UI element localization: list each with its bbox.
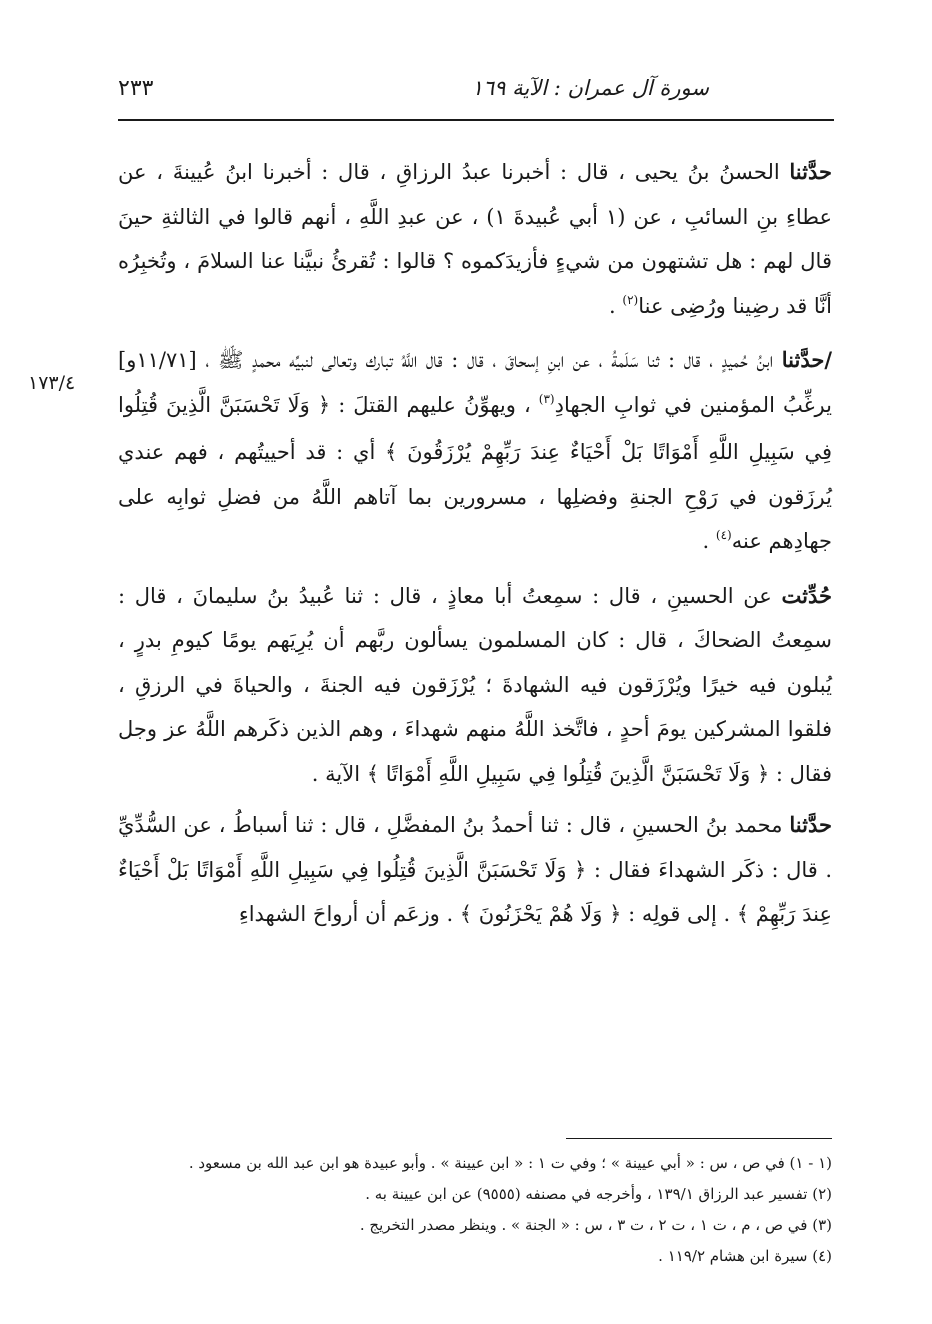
main-text	[118, 150, 832, 937]
paragraph	[118, 150, 832, 331]
footnote-ref: (٣)	[538, 391, 555, 406]
paragraph-tail: ، ويهوِّنُ عليهم القتلَ : ﴿ وَلَا تَحْسَبَنَّ الَّذِينَ قُتِلُوا فِي سَبِيلِ اللَّهِ أَمْوَاتًا بَلْ أَحْيَاءٌ عِندَ رَبِّهِمْ يُرْزَقُونَ ﴾ أي : قد أحييتُهم ، فهم عندي يُرزَقون في رَوْحِ الجنةِ وفضلِها ، مسرورين بما آتاهم اللَّهُ من فضلِ ثوابِه على جهادِهم عنه	[118, 392, 832, 553]
page-number: ٢٣٣	[118, 75, 154, 101]
running-title: سورة آل عمران : الآية ١٦٩	[471, 76, 709, 100]
paragraph	[118, 574, 832, 797]
header-rule	[118, 119, 834, 121]
paragraph-lead: حُدِّثت	[781, 582, 832, 608]
paragraph-lead: حدَّثنا	[789, 812, 832, 837]
paragraph-lead: /حدَّثنا	[781, 347, 832, 372]
paragraph-text: عن الحسينِ ، قال : سمِعتُ أبا معاذٍ ، قال : ثنا عُبيدُ بنُ سليمانَ ، قال : سمِعتُ الضحاكَ ، قال : كان المسلمون يسألون ربَّهم أن يُرِيَهم يومًا كيومِ بدرٍ ، يُبلون فيه خيرًا ويُرْزَقون فيه الشهادةَ ؛ يُرْزَقون فيه الجنةَ ، والحياةَ في الرزقِ ، فلقوا المشركين يومَ أحدٍ ، فاتَّخذ اللَّهُ منهم شهداءَ ، وهم الذين ذكَرهم اللَّهُ عز وجل فقال : ﴿ وَلَا تَحْسَبَنَّ الَّذِينَ قُتِلُوا فِي سَبِيلِ اللَّهِ أَمْوَاتًا ﴾ الآية .	[118, 583, 832, 786]
footnote-ref: (٤)	[715, 528, 732, 542]
running-header	[118, 70, 834, 106]
paragraph-text: الحسنُ بنُ يحيى ، قال : أخبرنا عبدُ الرزاقِ ، قال : أخبرنا ابنُ عُيينةَ ، عن عطاءِ بنِ السائبِ ، عن (١ أبي عُبيدةَ ١) ، عن عبدِ اللَّهِ ، أنهم قالوا في الثالثةِ حينَ قال لهم : هل تشتهون من شيءٍ فأزيدَكموه ؟ قالوا : تُقرئُ نبيَّنا عنا السلامَ ، وتُخبِرُه أنَّا قد رضِينا ورُضِى عنا	[118, 160, 832, 318]
footnote-rule	[566, 1138, 832, 1139]
paragraph-lead: حدَّثنا	[789, 159, 832, 184]
footnote: (١ - ١) في ص ، س : « أبي عيينة » ؛ وفي ت ١ : « ابن عيينة » . وأبو عبيدة هو ابن عبد الله بن مسعود .	[188, 1154, 832, 1172]
paragraph-tail: .	[702, 529, 716, 553]
footnote: (٤) سيرة ابن هشام ١١٩/٢ .	[658, 1247, 832, 1265]
footnotes	[118, 1148, 832, 1272]
footnote: (٣) في ص ، م ، ت ١ ، ت ٢ ، ت ٣ ، س : « الجنة » . وينظر مصدر التخريج .	[359, 1216, 832, 1234]
margin-reference: ١٧٣/٤	[28, 372, 76, 394]
paragraph	[118, 338, 832, 567]
footnote: (٢) تفسير عبد الرزاق ١٣٩/١ ، وأخرجه في مصنفه (٩٥٥٥) عن ابن عيينة به .	[365, 1185, 832, 1203]
paragraph	[118, 803, 832, 937]
paragraph-tail: .	[609, 293, 623, 318]
paragraph-text: محمد بنُ الحسينِ ، قال : ثنا أحمدُ بنُ المفضَّلِ ، قال : ثنا أسباطُ ، عن السُّدِّيِّ . قال : ذكَر الشهداءَ فقال : ﴿ وَلَا تَحْسَبَنَّ الَّذِينَ قُتِلُوا فِي سَبِيلِ اللَّهِ أَمْوَاتًا بَلْ أَحْيَاءٌ عِندَ رَبِّهِمْ ﴾ . إلى قولِه : ﴿ وَلَا هُمْ يَحْزَنُونَ ﴾ . وزعَم أن أرواحَ الشهداءِ	[118, 813, 832, 926]
footnote-ref: (٢)	[622, 292, 639, 307]
paragraph-text: ابنُ حُميدٍ ، قال : ثنا سَلَمةُ ، عن ابنِ إسحاقَ ، قال : قال اللَّهُ تبارك وتعالى لنبيِّه محمدٍ ﷺ ، [١١/٧١و] يرغِّبُ المؤمنين في ثوابِ الجهادِ	[118, 348, 832, 417]
